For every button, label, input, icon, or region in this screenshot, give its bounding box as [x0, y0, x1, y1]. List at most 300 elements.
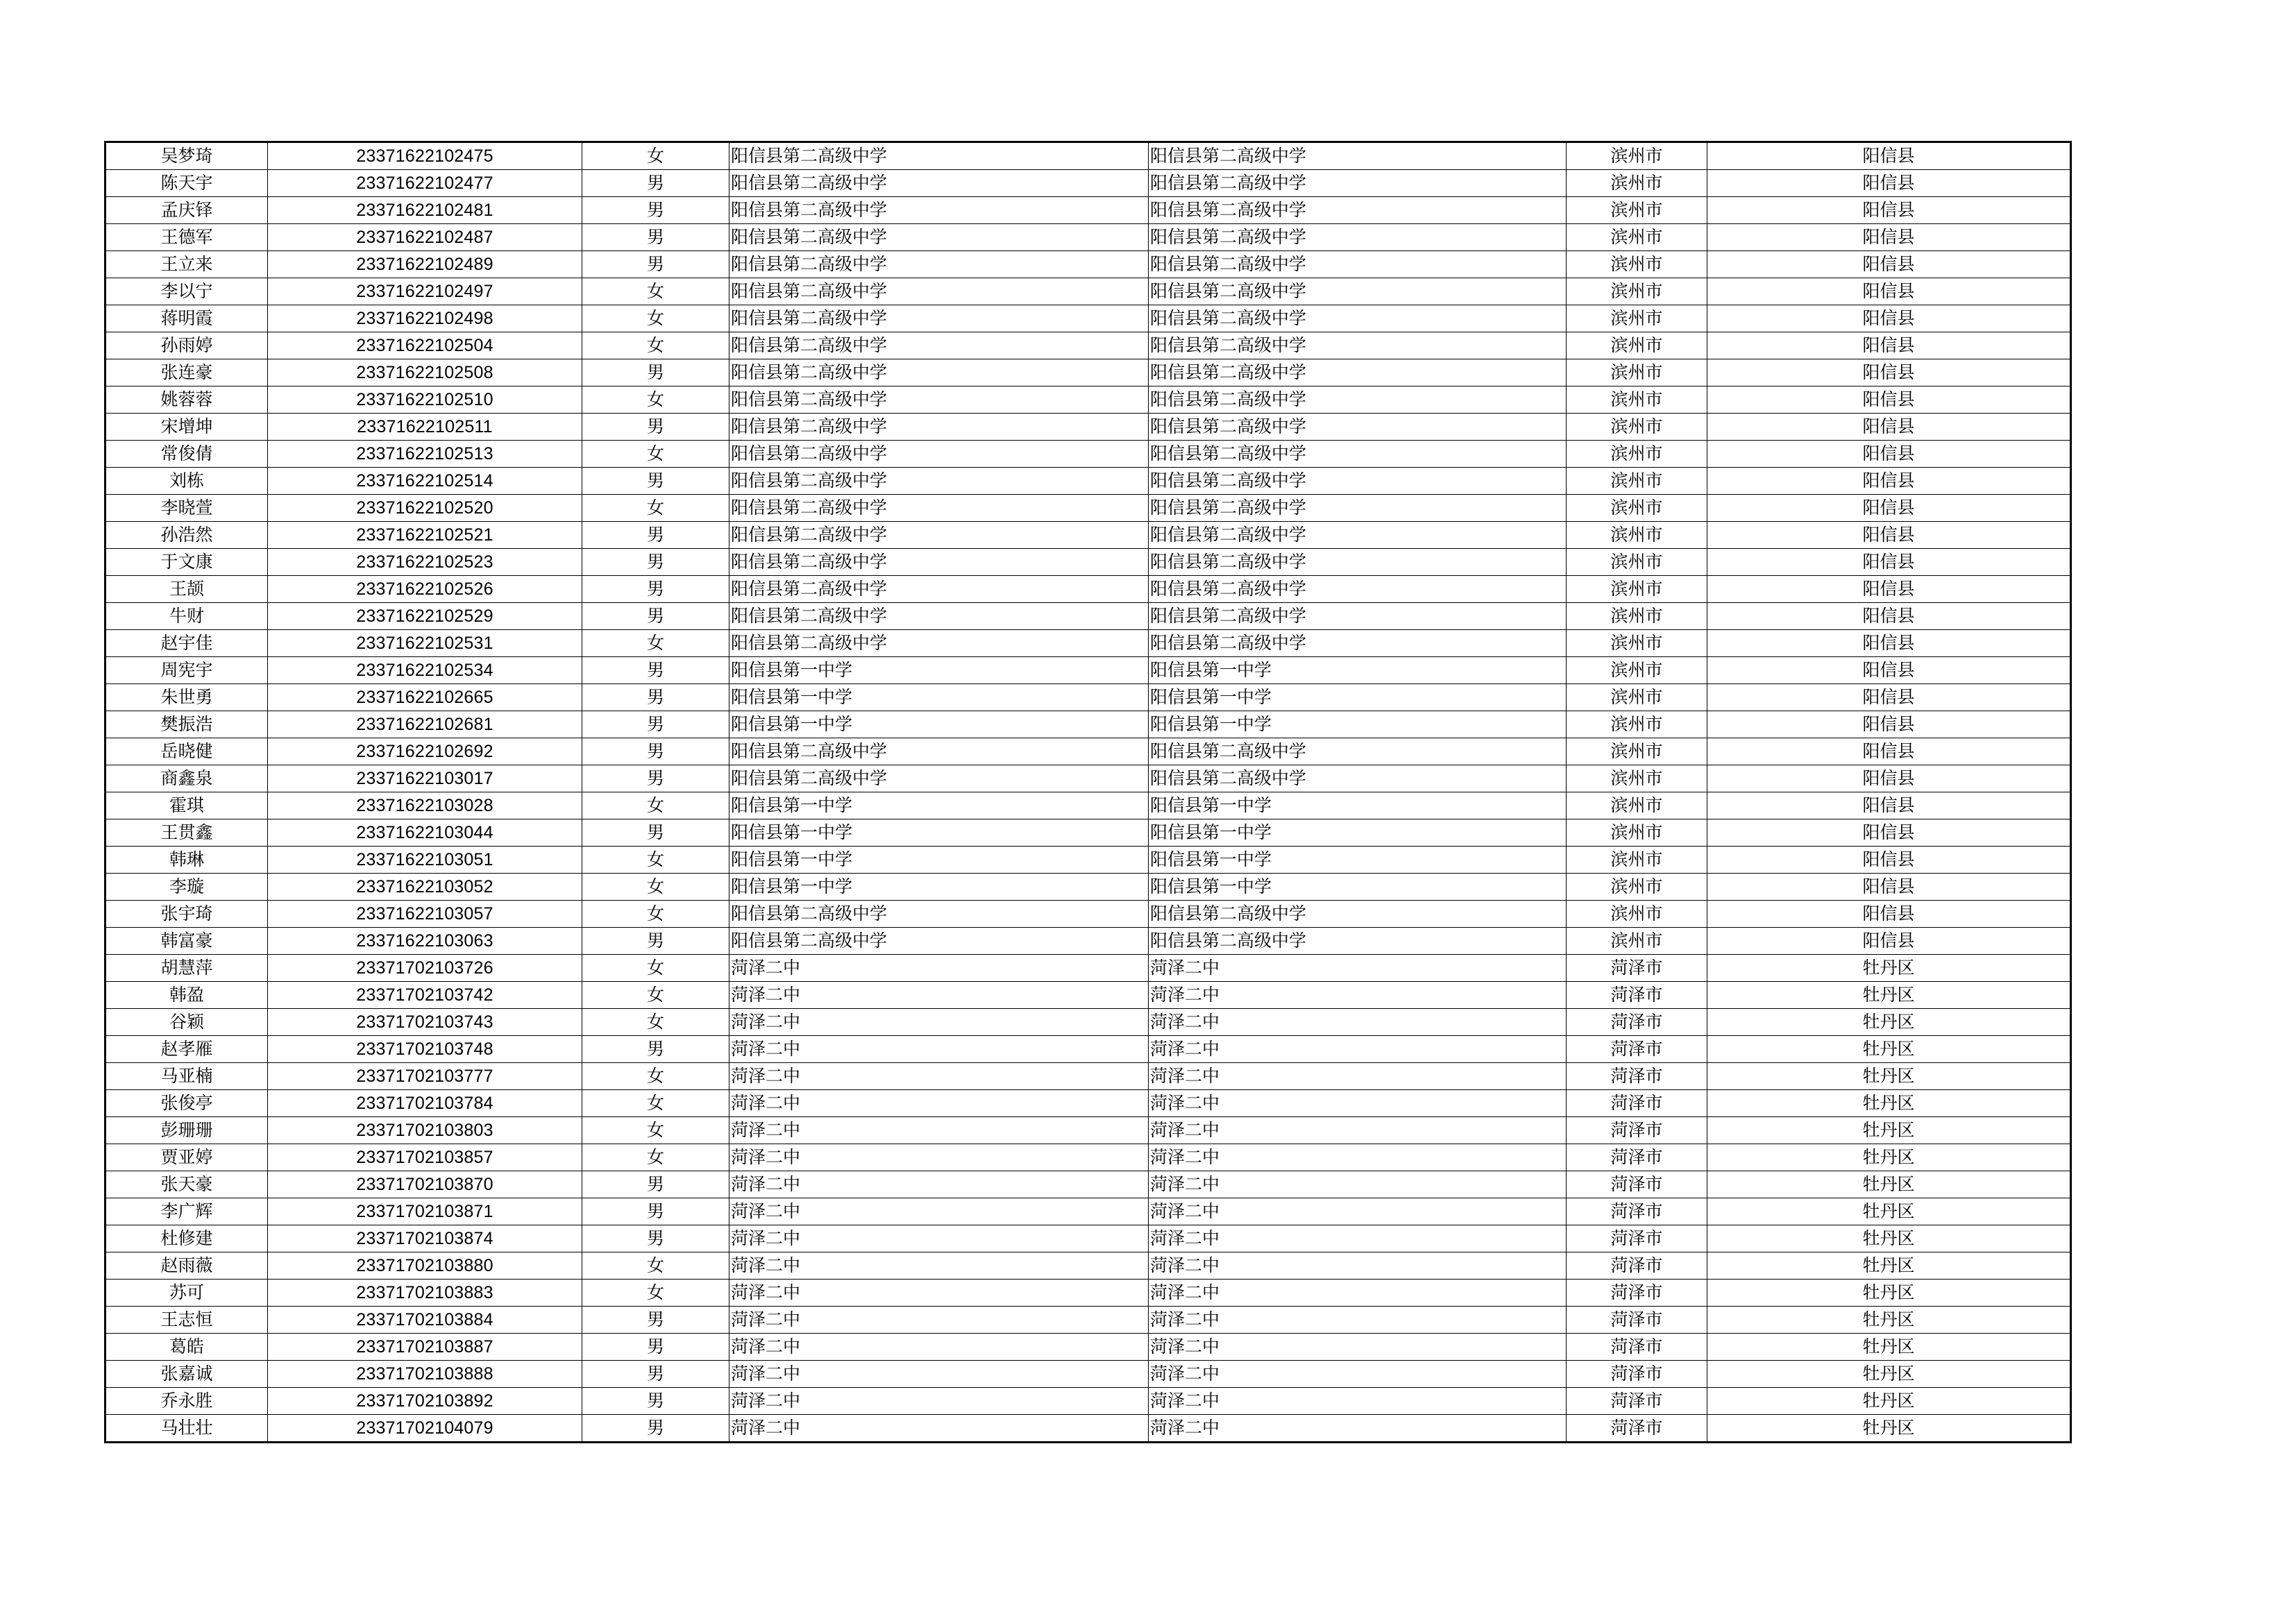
table-row: [105, 197, 2071, 224]
city-cell: 滨州市: [1567, 278, 1707, 305]
gender-cell: 男: [582, 1361, 729, 1388]
exam-id-cell: 23371622102497: [268, 278, 582, 305]
student-name-cell: 牛财: [105, 603, 268, 630]
exam-id-cell: 23371622102511: [268, 414, 582, 441]
district-cell: 牡丹区: [1707, 1171, 2071, 1198]
enrolled-school-cell: 菏泽二中: [1149, 1225, 1567, 1252]
enrolled-school-cell: 菏泽二中: [1149, 1198, 1567, 1225]
student-name-cell: 商鑫泉: [105, 765, 268, 792]
district-cell: 牡丹区: [1707, 1280, 2071, 1307]
student-name-cell: 姚蓉蓉: [105, 386, 268, 414]
table-row: [105, 792, 2071, 819]
district-cell: 阳信县: [1707, 359, 2071, 386]
gender-cell: 男: [582, 197, 729, 224]
table-row: [105, 549, 2071, 576]
gender-cell: 女: [582, 441, 729, 468]
school-cell: 阳信县第一中学: [729, 684, 1149, 711]
table-row: [105, 1198, 2071, 1225]
district-cell: 牡丹区: [1707, 955, 2071, 982]
school-cell: 阳信县第二高级中学: [729, 305, 1149, 332]
table-row: [105, 684, 2071, 711]
table-row: [105, 1415, 2071, 1443]
exam-id-cell: 23371622102487: [268, 224, 582, 251]
school-cell: 阳信县第二高级中学: [729, 928, 1149, 955]
city-cell: 滨州市: [1567, 847, 1707, 874]
city-cell: 滨州市: [1567, 386, 1707, 414]
enrolled-school-cell: 菏泽二中: [1149, 1036, 1567, 1063]
gender-cell: 男: [582, 576, 729, 603]
city-cell: 菏泽市: [1567, 1415, 1707, 1443]
student-name-cell: 赵宇佳: [105, 630, 268, 657]
school-cell: 菏泽二中: [729, 1361, 1149, 1388]
district-cell: 阳信县: [1707, 251, 2071, 278]
student-name-cell: 宋增坤: [105, 414, 268, 441]
table-row: [105, 1252, 2071, 1280]
city-cell: 滨州市: [1567, 359, 1707, 386]
exam-id-cell: 23371622102521: [268, 522, 582, 549]
city-cell: 菏泽市: [1567, 982, 1707, 1009]
district-cell: 阳信县: [1707, 657, 2071, 684]
city-cell: 菏泽市: [1567, 1036, 1707, 1063]
exam-id-cell: 23371702103884: [268, 1307, 582, 1334]
exam-id-cell: 23371622102513: [268, 441, 582, 468]
district-cell: 阳信县: [1707, 765, 2071, 792]
table-row: [105, 1361, 2071, 1388]
city-cell: 滨州市: [1567, 603, 1707, 630]
enrolled-school-cell: 菏泽二中: [1149, 1361, 1567, 1388]
exam-id-cell: 23371702103743: [268, 1009, 582, 1036]
table-row: [105, 142, 2071, 170]
city-cell: 菏泽市: [1567, 1334, 1707, 1361]
enrolled-school-cell: 菏泽二中: [1149, 1280, 1567, 1307]
gender-cell: 女: [582, 1280, 729, 1307]
city-cell: 滨州市: [1567, 305, 1707, 332]
gender-cell: 男: [582, 1036, 729, 1063]
district-cell: 阳信县: [1707, 819, 2071, 847]
school-cell: 阳信县第一中学: [729, 711, 1149, 738]
student-name-cell: 孙浩然: [105, 522, 268, 549]
city-cell: 菏泽市: [1567, 1090, 1707, 1117]
gender-cell: 女: [582, 982, 729, 1009]
table-row: [105, 1171, 2071, 1198]
enrolled-school-cell: 阳信县第二高级中学: [1149, 630, 1567, 657]
roster-body: [105, 142, 2071, 1443]
table-row: [105, 711, 2071, 738]
student-name-cell: 王颉: [105, 576, 268, 603]
enrolled-school-cell: 菏泽二中: [1149, 982, 1567, 1009]
exam-id-cell: 23371702103748: [268, 1036, 582, 1063]
school-cell: 阳信县第一中学: [729, 657, 1149, 684]
city-cell: 滨州市: [1567, 765, 1707, 792]
exam-id-cell: 23371622102504: [268, 332, 582, 359]
student-name-cell: 蒋明霞: [105, 305, 268, 332]
exam-id-cell: 23371622102477: [268, 170, 582, 197]
gender-cell: 女: [582, 874, 729, 901]
city-cell: 滨州市: [1567, 576, 1707, 603]
gender-cell: 女: [582, 630, 729, 657]
school-cell: 菏泽二中: [729, 1117, 1149, 1144]
gender-cell: 女: [582, 1090, 729, 1117]
school-cell: 阳信县第二高级中学: [729, 576, 1149, 603]
district-cell: 阳信县: [1707, 386, 2071, 414]
table-row: [105, 630, 2071, 657]
gender-cell: 男: [582, 684, 729, 711]
gender-cell: 男: [582, 928, 729, 955]
school-cell: 菏泽二中: [729, 1063, 1149, 1090]
district-cell: 阳信县: [1707, 142, 2071, 170]
school-cell: 阳信县第二高级中学: [729, 197, 1149, 224]
city-cell: 菏泽市: [1567, 1361, 1707, 1388]
city-cell: 滨州市: [1567, 468, 1707, 495]
enrolled-school-cell: 阳信县第二高级中学: [1149, 738, 1567, 765]
gender-cell: 男: [582, 819, 729, 847]
district-cell: 阳信县: [1707, 170, 2071, 197]
table-row: [105, 495, 2071, 522]
school-cell: 阳信县第一中学: [729, 819, 1149, 847]
city-cell: 滨州市: [1567, 657, 1707, 684]
student-name-cell: 韩盈: [105, 982, 268, 1009]
city-cell: 菏泽市: [1567, 1117, 1707, 1144]
city-cell: 滨州市: [1567, 711, 1707, 738]
district-cell: 阳信县: [1707, 630, 2071, 657]
enrolled-school-cell: 阳信县第二高级中学: [1149, 495, 1567, 522]
school-cell: 阳信县第二高级中学: [729, 142, 1149, 170]
student-name-cell: 贾亚婷: [105, 1144, 268, 1171]
enrolled-school-cell: 菏泽二中: [1149, 955, 1567, 982]
exam-id-cell: 23371622102498: [268, 305, 582, 332]
table-row: [105, 1388, 2071, 1415]
exam-id-cell: 23371702103887: [268, 1334, 582, 1361]
district-cell: 阳信县: [1707, 738, 2071, 765]
district-cell: 阳信县: [1707, 332, 2071, 359]
city-cell: 滨州市: [1567, 414, 1707, 441]
school-cell: 菏泽二中: [729, 1090, 1149, 1117]
enrolled-school-cell: 阳信县第二高级中学: [1149, 170, 1567, 197]
table-row: [105, 170, 2071, 197]
city-cell: 滨州市: [1567, 522, 1707, 549]
school-cell: 阳信县第二高级中学: [729, 170, 1149, 197]
school-cell: 菏泽二中: [729, 1307, 1149, 1334]
student-name-cell: 杜修建: [105, 1225, 268, 1252]
school-cell: 菏泽二中: [729, 1280, 1149, 1307]
table-row: [105, 278, 2071, 305]
district-cell: 牡丹区: [1707, 1225, 2071, 1252]
school-cell: 菏泽二中: [729, 982, 1149, 1009]
table-row: [105, 982, 2071, 1009]
student-name-cell: 张天豪: [105, 1171, 268, 1198]
enrolled-school-cell: 菏泽二中: [1149, 1117, 1567, 1144]
student-name-cell: 王志恒: [105, 1307, 268, 1334]
gender-cell: 女: [582, 332, 729, 359]
district-cell: 牡丹区: [1707, 1361, 2071, 1388]
table-row: [105, 955, 2071, 982]
table-row: [105, 1009, 2071, 1036]
city-cell: 滨州市: [1567, 792, 1707, 819]
student-name-cell: 胡慧萍: [105, 955, 268, 982]
enrolled-school-cell: 阳信县第二高级中学: [1149, 142, 1567, 170]
school-cell: 菏泽二中: [729, 1036, 1149, 1063]
exam-id-cell: 23371622103063: [268, 928, 582, 955]
district-cell: 牡丹区: [1707, 1198, 2071, 1225]
student-name-cell: 于文康: [105, 549, 268, 576]
table-row: [105, 901, 2071, 928]
student-name-cell: 葛皓: [105, 1334, 268, 1361]
district-cell: 阳信县: [1707, 224, 2071, 251]
exam-id-cell: 23371622102531: [268, 630, 582, 657]
city-cell: 滨州市: [1567, 738, 1707, 765]
enrolled-school-cell: 阳信县第二高级中学: [1149, 549, 1567, 576]
student-name-cell: 樊振浩: [105, 711, 268, 738]
school-cell: 阳信县第一中学: [729, 792, 1149, 819]
table-row: [105, 522, 2071, 549]
school-cell: 阳信县第二高级中学: [729, 468, 1149, 495]
table-row: [105, 1144, 2071, 1171]
city-cell: 滨州市: [1567, 197, 1707, 224]
school-cell: 阳信县第二高级中学: [729, 630, 1149, 657]
student-name-cell: 王德军: [105, 224, 268, 251]
table-row: [105, 386, 2071, 414]
city-cell: 菏泽市: [1567, 1307, 1707, 1334]
exam-id-cell: 23371702103888: [268, 1361, 582, 1388]
table-row: [105, 1036, 2071, 1063]
city-cell: 滨州市: [1567, 901, 1707, 928]
table-row: [105, 819, 2071, 847]
table-row: [105, 657, 2071, 684]
district-cell: 牡丹区: [1707, 1036, 2071, 1063]
district-cell: 牡丹区: [1707, 1090, 2071, 1117]
exam-id-cell: 23371702104079: [268, 1415, 582, 1443]
gender-cell: 男: [582, 1225, 729, 1252]
enrolled-school-cell: 菏泽二中: [1149, 1388, 1567, 1415]
table-row: [105, 1063, 2071, 1090]
table-row: [105, 468, 2071, 495]
gender-cell: 女: [582, 142, 729, 170]
city-cell: 菏泽市: [1567, 1225, 1707, 1252]
city-cell: 菏泽市: [1567, 955, 1707, 982]
enrolled-school-cell: 阳信县第一中学: [1149, 847, 1567, 874]
city-cell: 滨州市: [1567, 224, 1707, 251]
student-name-cell: 谷颖: [105, 1009, 268, 1036]
enrolled-school-cell: 阳信县第一中学: [1149, 874, 1567, 901]
school-cell: 阳信县第一中学: [729, 874, 1149, 901]
city-cell: 滨州市: [1567, 441, 1707, 468]
student-name-cell: 赵孝雁: [105, 1036, 268, 1063]
district-cell: 阳信县: [1707, 278, 2071, 305]
exam-id-cell: 23371702103726: [268, 955, 582, 982]
gender-cell: 女: [582, 1117, 729, 1144]
enrolled-school-cell: 菏泽二中: [1149, 1063, 1567, 1090]
gender-cell: 男: [582, 1307, 729, 1334]
city-cell: 菏泽市: [1567, 1144, 1707, 1171]
gender-cell: 男: [582, 549, 729, 576]
district-cell: 阳信县: [1707, 414, 2071, 441]
gender-cell: 女: [582, 1009, 729, 1036]
gender-cell: 女: [582, 386, 729, 414]
district-cell: 牡丹区: [1707, 982, 2071, 1009]
district-cell: 阳信县: [1707, 576, 2071, 603]
student-name-cell: 马壮壮: [105, 1415, 268, 1443]
student-name-cell: 孙雨婷: [105, 332, 268, 359]
student-name-cell: 朱世勇: [105, 684, 268, 711]
enrolled-school-cell: 阳信县第二高级中学: [1149, 441, 1567, 468]
table-row: [105, 305, 2071, 332]
enrolled-school-cell: 阳信县第二高级中学: [1149, 305, 1567, 332]
exam-id-cell: 23371702103880: [268, 1252, 582, 1280]
city-cell: 滨州市: [1567, 495, 1707, 522]
district-cell: 牡丹区: [1707, 1117, 2071, 1144]
exam-id-cell: 23371622103044: [268, 819, 582, 847]
enrolled-school-cell: 菏泽二中: [1149, 1144, 1567, 1171]
enrolled-school-cell: 菏泽二中: [1149, 1009, 1567, 1036]
table-row: [105, 1117, 2071, 1144]
student-name-cell: 苏可: [105, 1280, 268, 1307]
exam-id-cell: 23371622102489: [268, 251, 582, 278]
district-cell: 阳信县: [1707, 603, 2071, 630]
gender-cell: 男: [582, 251, 729, 278]
exam-id-cell: 23371702103892: [268, 1388, 582, 1415]
student-name-cell: 张嘉诚: [105, 1361, 268, 1388]
city-cell: 菏泽市: [1567, 1171, 1707, 1198]
district-cell: 阳信县: [1707, 468, 2071, 495]
city-cell: 菏泽市: [1567, 1252, 1707, 1280]
gender-cell: 女: [582, 305, 729, 332]
enrolled-school-cell: 菏泽二中: [1149, 1252, 1567, 1280]
exam-id-cell: 23371622103017: [268, 765, 582, 792]
table-row: [105, 1225, 2071, 1252]
district-cell: 牡丹区: [1707, 1144, 2071, 1171]
enrolled-school-cell: 菏泽二中: [1149, 1307, 1567, 1334]
enrolled-school-cell: 阳信县第一中学: [1149, 657, 1567, 684]
student-name-cell: 李璇: [105, 874, 268, 901]
table-row: [105, 928, 2071, 955]
school-cell: 菏泽二中: [729, 1252, 1149, 1280]
school-cell: 阳信县第二高级中学: [729, 386, 1149, 414]
student-name-cell: 李广辉: [105, 1198, 268, 1225]
table-row: [105, 224, 2071, 251]
enrolled-school-cell: 阳信县第二高级中学: [1149, 332, 1567, 359]
exam-id-cell: 23371622103051: [268, 847, 582, 874]
enrolled-school-cell: 阳信县第二高级中学: [1149, 278, 1567, 305]
exam-id-cell: 23371622102523: [268, 549, 582, 576]
gender-cell: 男: [582, 414, 729, 441]
table-row: [105, 874, 2071, 901]
city-cell: 菏泽市: [1567, 1198, 1707, 1225]
student-name-cell: 乔永胜: [105, 1388, 268, 1415]
exam-id-cell: 23371622103028: [268, 792, 582, 819]
district-cell: 阳信县: [1707, 901, 2071, 928]
gender-cell: 男: [582, 522, 729, 549]
enrolled-school-cell: 阳信县第二高级中学: [1149, 197, 1567, 224]
table-row: [105, 847, 2071, 874]
exam-id-cell: 23371622102526: [268, 576, 582, 603]
exam-id-cell: 23371622102508: [268, 359, 582, 386]
school-cell: 阳信县第二高级中学: [729, 901, 1149, 928]
school-cell: 阳信县第二高级中学: [729, 738, 1149, 765]
student-name-cell: 韩琳: [105, 847, 268, 874]
student-name-cell: 张宇琦: [105, 901, 268, 928]
exam-id-cell: 23371622102520: [268, 495, 582, 522]
gender-cell: 男: [582, 1171, 729, 1198]
school-cell: 菏泽二中: [729, 1144, 1149, 1171]
gender-cell: 男: [582, 1415, 729, 1443]
district-cell: 阳信县: [1707, 847, 2071, 874]
student-name-cell: 王立来: [105, 251, 268, 278]
gender-cell: 女: [582, 955, 729, 982]
exam-id-cell: 23371622102665: [268, 684, 582, 711]
school-cell: 阳信县第二高级中学: [729, 251, 1149, 278]
table-row: [105, 441, 2071, 468]
school-cell: 阳信县第二高级中学: [729, 495, 1149, 522]
city-cell: 滨州市: [1567, 928, 1707, 955]
enrolled-school-cell: 阳信县第二高级中学: [1149, 928, 1567, 955]
exam-id-cell: 23371622102475: [268, 142, 582, 170]
exam-id-cell: 23371702103871: [268, 1198, 582, 1225]
exam-id-cell: 23371622102534: [268, 657, 582, 684]
student-name-cell: 吴梦琦: [105, 142, 268, 170]
district-cell: 阳信县: [1707, 928, 2071, 955]
city-cell: 滨州市: [1567, 142, 1707, 170]
table-row: [105, 765, 2071, 792]
district-cell: 阳信县: [1707, 522, 2071, 549]
city-cell: 滨州市: [1567, 819, 1707, 847]
district-cell: 阳信县: [1707, 792, 2071, 819]
table-row: [105, 1090, 2071, 1117]
school-cell: 菏泽二中: [729, 1198, 1149, 1225]
table-row: [105, 603, 2071, 630]
district-cell: 牡丹区: [1707, 1388, 2071, 1415]
city-cell: 滨州市: [1567, 684, 1707, 711]
district-cell: 阳信县: [1707, 874, 2071, 901]
student-name-cell: 刘栋: [105, 468, 268, 495]
enrolled-school-cell: 阳信县第一中学: [1149, 819, 1567, 847]
exam-id-cell: 23371622102510: [268, 386, 582, 414]
city-cell: 菏泽市: [1567, 1009, 1707, 1036]
school-cell: 阳信县第一中学: [729, 847, 1149, 874]
school-cell: 阳信县第二高级中学: [729, 224, 1149, 251]
table-row: [105, 1280, 2071, 1307]
exam-id-cell: 23371622102481: [268, 197, 582, 224]
student-name-cell: 李以宁: [105, 278, 268, 305]
table-row: [105, 414, 2071, 441]
table-row: [105, 576, 2071, 603]
district-cell: 牡丹区: [1707, 1334, 2071, 1361]
city-cell: 滨州市: [1567, 332, 1707, 359]
exam-id-cell: 23371622103052: [268, 874, 582, 901]
enrolled-school-cell: 菏泽二中: [1149, 1415, 1567, 1443]
city-cell: 滨州市: [1567, 170, 1707, 197]
exam-id-cell: 23371702103777: [268, 1063, 582, 1090]
enrolled-school-cell: 阳信县第一中学: [1149, 684, 1567, 711]
student-name-cell: 常俊倩: [105, 441, 268, 468]
school-cell: 菏泽二中: [729, 955, 1149, 982]
school-cell: 菏泽二中: [729, 1009, 1149, 1036]
school-cell: 菏泽二中: [729, 1415, 1149, 1443]
table-row: [105, 1334, 2071, 1361]
exam-id-cell: 23371622102692: [268, 738, 582, 765]
enrolled-school-cell: 阳信县第二高级中学: [1149, 359, 1567, 386]
district-cell: 阳信县: [1707, 684, 2071, 711]
enrolled-school-cell: 阳信县第二高级中学: [1149, 224, 1567, 251]
exam-id-cell: 23371702103883: [268, 1280, 582, 1307]
school-cell: 菏泽二中: [729, 1334, 1149, 1361]
district-cell: 阳信县: [1707, 711, 2071, 738]
table-row: [105, 359, 2071, 386]
enrolled-school-cell: 菏泽二中: [1149, 1334, 1567, 1361]
gender-cell: 女: [582, 792, 729, 819]
school-cell: 阳信县第二高级中学: [729, 441, 1149, 468]
enrolled-school-cell: 阳信县第二高级中学: [1149, 603, 1567, 630]
gender-cell: 女: [582, 1252, 729, 1280]
